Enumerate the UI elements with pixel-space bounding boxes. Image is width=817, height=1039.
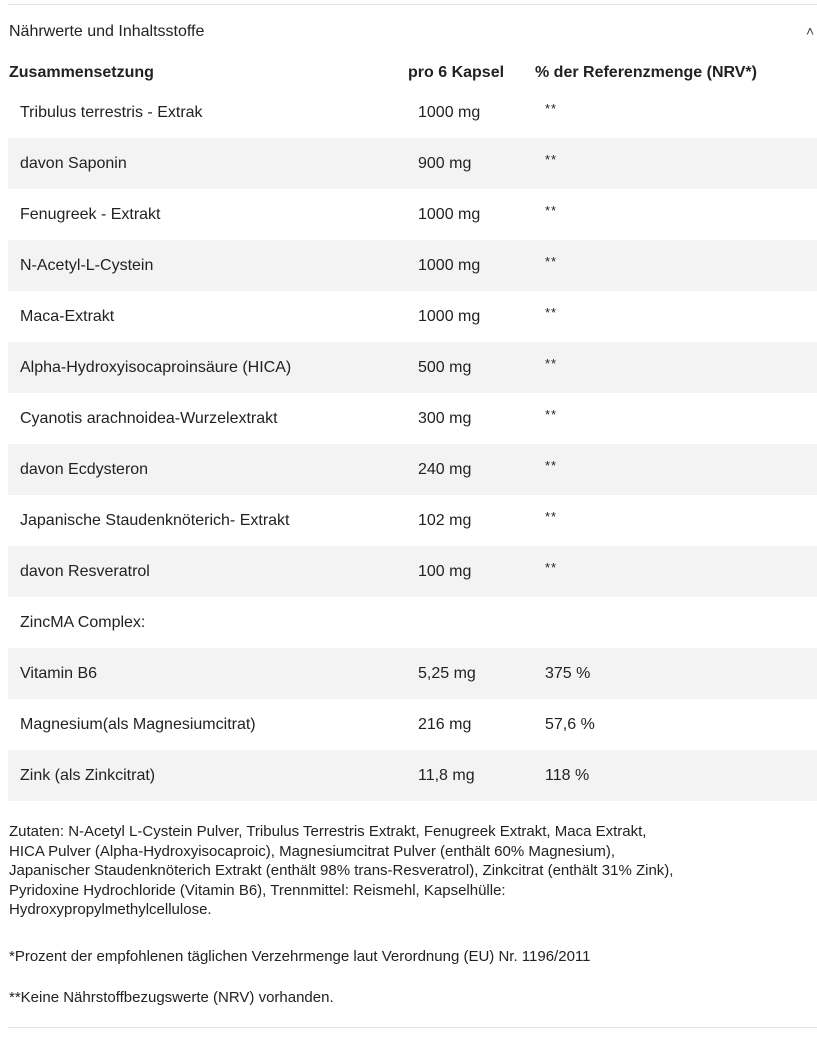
ingredient-nrv: 118 %	[545, 767, 590, 784]
table-row	[8, 393, 817, 444]
table-row	[8, 138, 817, 189]
accordion-header[interactable]	[9, 20, 817, 46]
ingredient-name: Zink (als Zinkcitrat)	[20, 767, 156, 784]
ingredient-nrv: 57,6 %	[545, 716, 595, 733]
ingredient-amount: 100 mg	[418, 563, 472, 580]
table-row	[8, 495, 817, 546]
ingredient-name: davon Ecdysteron	[20, 461, 149, 478]
chevron-up-icon[interactable]: ˄	[806, 23, 815, 39]
table-row	[8, 240, 817, 291]
ingredient-amount: 1000 mg	[418, 206, 481, 223]
ingredient-name: davon Resveratrol	[20, 563, 150, 580]
ingredient-amount: 900 mg	[418, 155, 472, 172]
ingredient-amount: 500 mg	[418, 359, 472, 376]
ingredient-name: N-Acetyl-L-Cystein	[20, 257, 154, 274]
footnote-nrv: *Prozent der empfohlenen täglichen Verzehrmenge laut Verordnung (EU) Nr. 1196/2011	[9, 948, 591, 965]
ingredient-name: Tribulus terrestris - Extrak	[20, 104, 203, 121]
ingredient-amount: 1000 mg	[418, 257, 481, 274]
ingredient-amount: 240 mg	[418, 461, 472, 478]
ingredient-nrv: **	[545, 356, 558, 371]
ingredient-nrv: **	[545, 254, 558, 269]
ingredient-amount: 1000 mg	[418, 104, 481, 121]
accordion-title: Nährwerte und Inhaltsstoffe	[9, 23, 205, 40]
ingredient-nrv: **	[545, 407, 558, 422]
table-row	[8, 648, 817, 699]
ingredient-amount: 216 mg	[418, 716, 472, 733]
top-divider	[8, 4, 817, 5]
table-row	[8, 342, 817, 393]
column-header-composition: Zusammensetzung	[9, 64, 154, 81]
ingredient-amount: 5,25 mg	[418, 665, 476, 682]
footnote-no-nrv: **Keine Nährstoffbezugswerte (NRV) vorhanden.	[9, 989, 334, 1006]
ingredient-nrv: 375 %	[545, 665, 591, 682]
ingredient-nrv: **	[545, 560, 558, 575]
ingredient-nrv: **	[545, 203, 558, 218]
ingredient-nrv: **	[545, 509, 558, 524]
column-header-nrv: % der Referenzmenge (NRV*)	[535, 64, 757, 81]
table-row	[8, 189, 817, 240]
table-row	[8, 699, 817, 750]
ingredient-amount: 1000 mg	[418, 308, 481, 325]
ingredients-text: Zutaten: N-Acetyl L-Cystein Pulver, Tribulus Terrestris Extrakt, Fenugreek Extrakt, Maca Extrakt, HICA Pulver (Alpha-Hydroxyisocaproic), Magnesiumcitrat Pulver (enthält 60% Magnesium), Japanischer Staudenknöterich Extrakt (enthält 98% trans-Resveratrol), Zinkcitrat (enthält 31% Zink), Pyridoxine Hydrochloride (Vitamin B6), Trennmittel: Reismehl, Kapselhülle: Hydroxypropylmethylcellulose.	[9, 823, 674, 918]
ingredient-name: Magnesium(als Magnesiumcitrat)	[20, 716, 256, 733]
table-row	[8, 750, 817, 801]
table-row	[8, 444, 817, 495]
ingredient-nrv: **	[545, 152, 558, 167]
column-header-per-dose: pro 6 Kapsel	[408, 64, 505, 81]
ingredient-amount: 102 mg	[418, 512, 472, 529]
ingredient-nrv: **	[545, 305, 558, 320]
ingredient-nrv: **	[545, 458, 558, 473]
table-row	[8, 87, 817, 138]
table-row	[8, 291, 817, 342]
ingredient-name: davon Saponin	[20, 155, 127, 172]
ingredient-name: Japanische Staudenknöterich- Extrakt	[20, 512, 290, 529]
ingredient-name: ZincMA Complex:	[20, 614, 146, 631]
bottom-divider	[8, 1027, 817, 1028]
ingredient-name: Vitamin B6	[20, 665, 98, 682]
ingredient-name: Cyanotis arachnoidea-Wurzelextrakt	[20, 410, 278, 427]
ingredient-amount: 11,8 mg	[418, 767, 475, 784]
nutrition-table	[8, 87, 817, 801]
table-row	[8, 597, 817, 648]
ingredient-amount: 300 mg	[418, 410, 472, 427]
ingredient-name: Maca-Extrakt	[20, 308, 115, 325]
ingredient-name: Alpha-Hydroxyisocaproinsäure (HICA)	[20, 359, 292, 376]
ingredient-nrv: **	[545, 101, 558, 116]
ingredient-name: Fenugreek - Extrakt	[20, 206, 161, 223]
table-row	[8, 546, 817, 597]
